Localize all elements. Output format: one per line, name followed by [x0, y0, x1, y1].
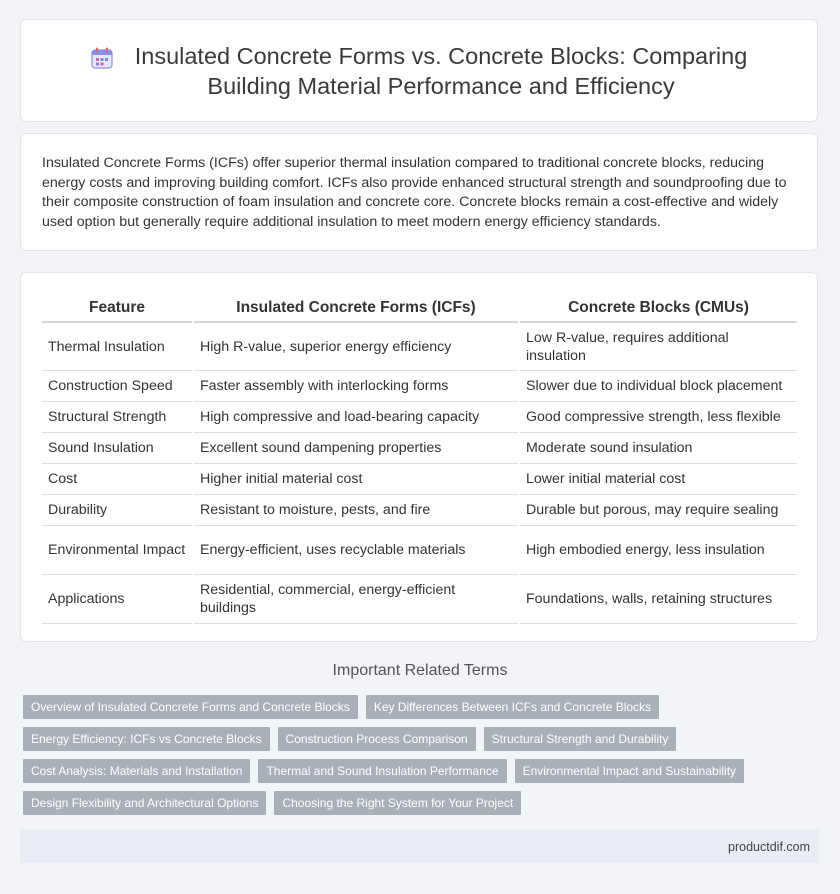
- comparison-table-card: [20, 272, 818, 642]
- page-title-line-1: Insulated Concrete Forms vs. Concrete Blocks: Comparing: [134, 42, 748, 69]
- feature-cell: Structural Strength: [42, 402, 192, 433]
- table-row: [42, 402, 797, 433]
- table-row: [42, 526, 797, 575]
- table-row: [42, 433, 797, 464]
- tag-row: [23, 695, 803, 719]
- cmu-cell: Foundations, walls, retaining structures: [520, 575, 797, 624]
- feature-cell: Construction Speed: [42, 371, 192, 402]
- cmu-cell: Lower initial material cost: [520, 464, 797, 495]
- related-terms-heading: Important Related Terms: [332, 662, 508, 679]
- cmu-cell: Durable but porous, may require sealing: [520, 495, 797, 526]
- icf-cell: Energy-efficient, uses recyclable materials: [194, 526, 518, 575]
- icf-cell: High R-value, superior energy efficiency: [194, 323, 518, 371]
- feature-cell: Thermal Insulation: [42, 323, 192, 371]
- cmu-cell: Slower due to individual block placement: [520, 371, 797, 402]
- cmu-cell: Moderate sound insulation: [520, 433, 797, 464]
- feature-cell: Environmental Impact: [42, 526, 192, 575]
- title-wrap: [91, 41, 748, 101]
- intro-card: [20, 133, 818, 251]
- table-row: [42, 371, 797, 402]
- page-title-line-2: Building Material Performance and Efficiency: [207, 72, 675, 99]
- related-terms-tags: [23, 695, 803, 823]
- cmu-cell: Low R-value, requires additional insulation: [520, 323, 797, 371]
- table-row: [42, 495, 797, 526]
- column-header-cmus: Concrete Blocks (CMUs): [520, 291, 797, 323]
- table-header-row: [42, 291, 797, 323]
- feature-cell: Cost: [42, 464, 192, 495]
- cmu-cell: High embodied energy, less insulation: [520, 526, 797, 575]
- title-card: [20, 19, 818, 122]
- related-term-tag[interactable]: Construction Process Comparison: [278, 727, 476, 751]
- tag-row: [23, 791, 803, 815]
- table-row: [42, 323, 797, 371]
- table-row: [42, 464, 797, 495]
- comparison-table: [40, 291, 799, 624]
- feature-cell: Applications: [42, 575, 192, 624]
- column-header-icfs: Insulated Concrete Forms (ICFs): [194, 291, 518, 323]
- icf-cell: Resistant to moisture, pests, and fire: [194, 495, 518, 526]
- calendar-icon: [91, 47, 113, 69]
- icf-cell: Higher initial material cost: [194, 464, 518, 495]
- feature-cell: Sound Insulation: [42, 433, 192, 464]
- icf-cell: High compressive and load-bearing capacity: [194, 402, 518, 433]
- page-title: [135, 41, 748, 101]
- related-term-tag[interactable]: Structural Strength and Durability: [484, 727, 677, 751]
- tag-row: [23, 759, 803, 783]
- related-term-tag[interactable]: Overview of Insulated Concrete Forms and Concrete Blocks: [23, 695, 358, 719]
- related-term-tag[interactable]: Cost Analysis: Materials and Installation: [23, 759, 250, 783]
- cmu-cell: Good compressive strength, less flexible: [520, 402, 797, 433]
- table-row: [42, 575, 797, 624]
- column-header-feature: Feature: [42, 291, 192, 323]
- icf-cell: Residential, commercial, energy-efficient buildings: [194, 575, 518, 624]
- related-term-tag[interactable]: Design Flexibility and Architectural Options: [23, 791, 266, 815]
- feature-cell: Durability: [42, 495, 192, 526]
- related-term-tag[interactable]: Thermal and Sound Insulation Performance: [258, 759, 506, 783]
- related-term-tag[interactable]: Choosing the Right System for Your Project: [274, 791, 521, 815]
- footer-site-link[interactable]: productdif.com: [728, 839, 810, 854]
- related-term-tag[interactable]: Key Differences Between ICFs and Concrete Blocks: [366, 695, 659, 719]
- intro-paragraph: Insulated Concrete Forms (ICFs) offer superior thermal insulation compared to traditional concrete blocks, reducing energy costs and improving building comfort. ICFs also provide enhanced structural strength and soundproofing due to their composite construction of foam insulation and concrete core. Concrete blocks remain a cost-effective and widely used option but generally require additional insulation to meet modern energy efficiency standards.: [42, 155, 787, 230]
- icf-cell: Faster assembly with interlocking forms: [194, 371, 518, 402]
- related-term-tag[interactable]: Energy Efficiency: ICFs vs Concrete Blocks: [23, 727, 270, 751]
- icf-cell: Excellent sound dampening properties: [194, 433, 518, 464]
- footer: [20, 830, 819, 863]
- related-term-tag[interactable]: Environmental Impact and Sustainability: [515, 759, 744, 783]
- tag-row: [23, 727, 803, 751]
